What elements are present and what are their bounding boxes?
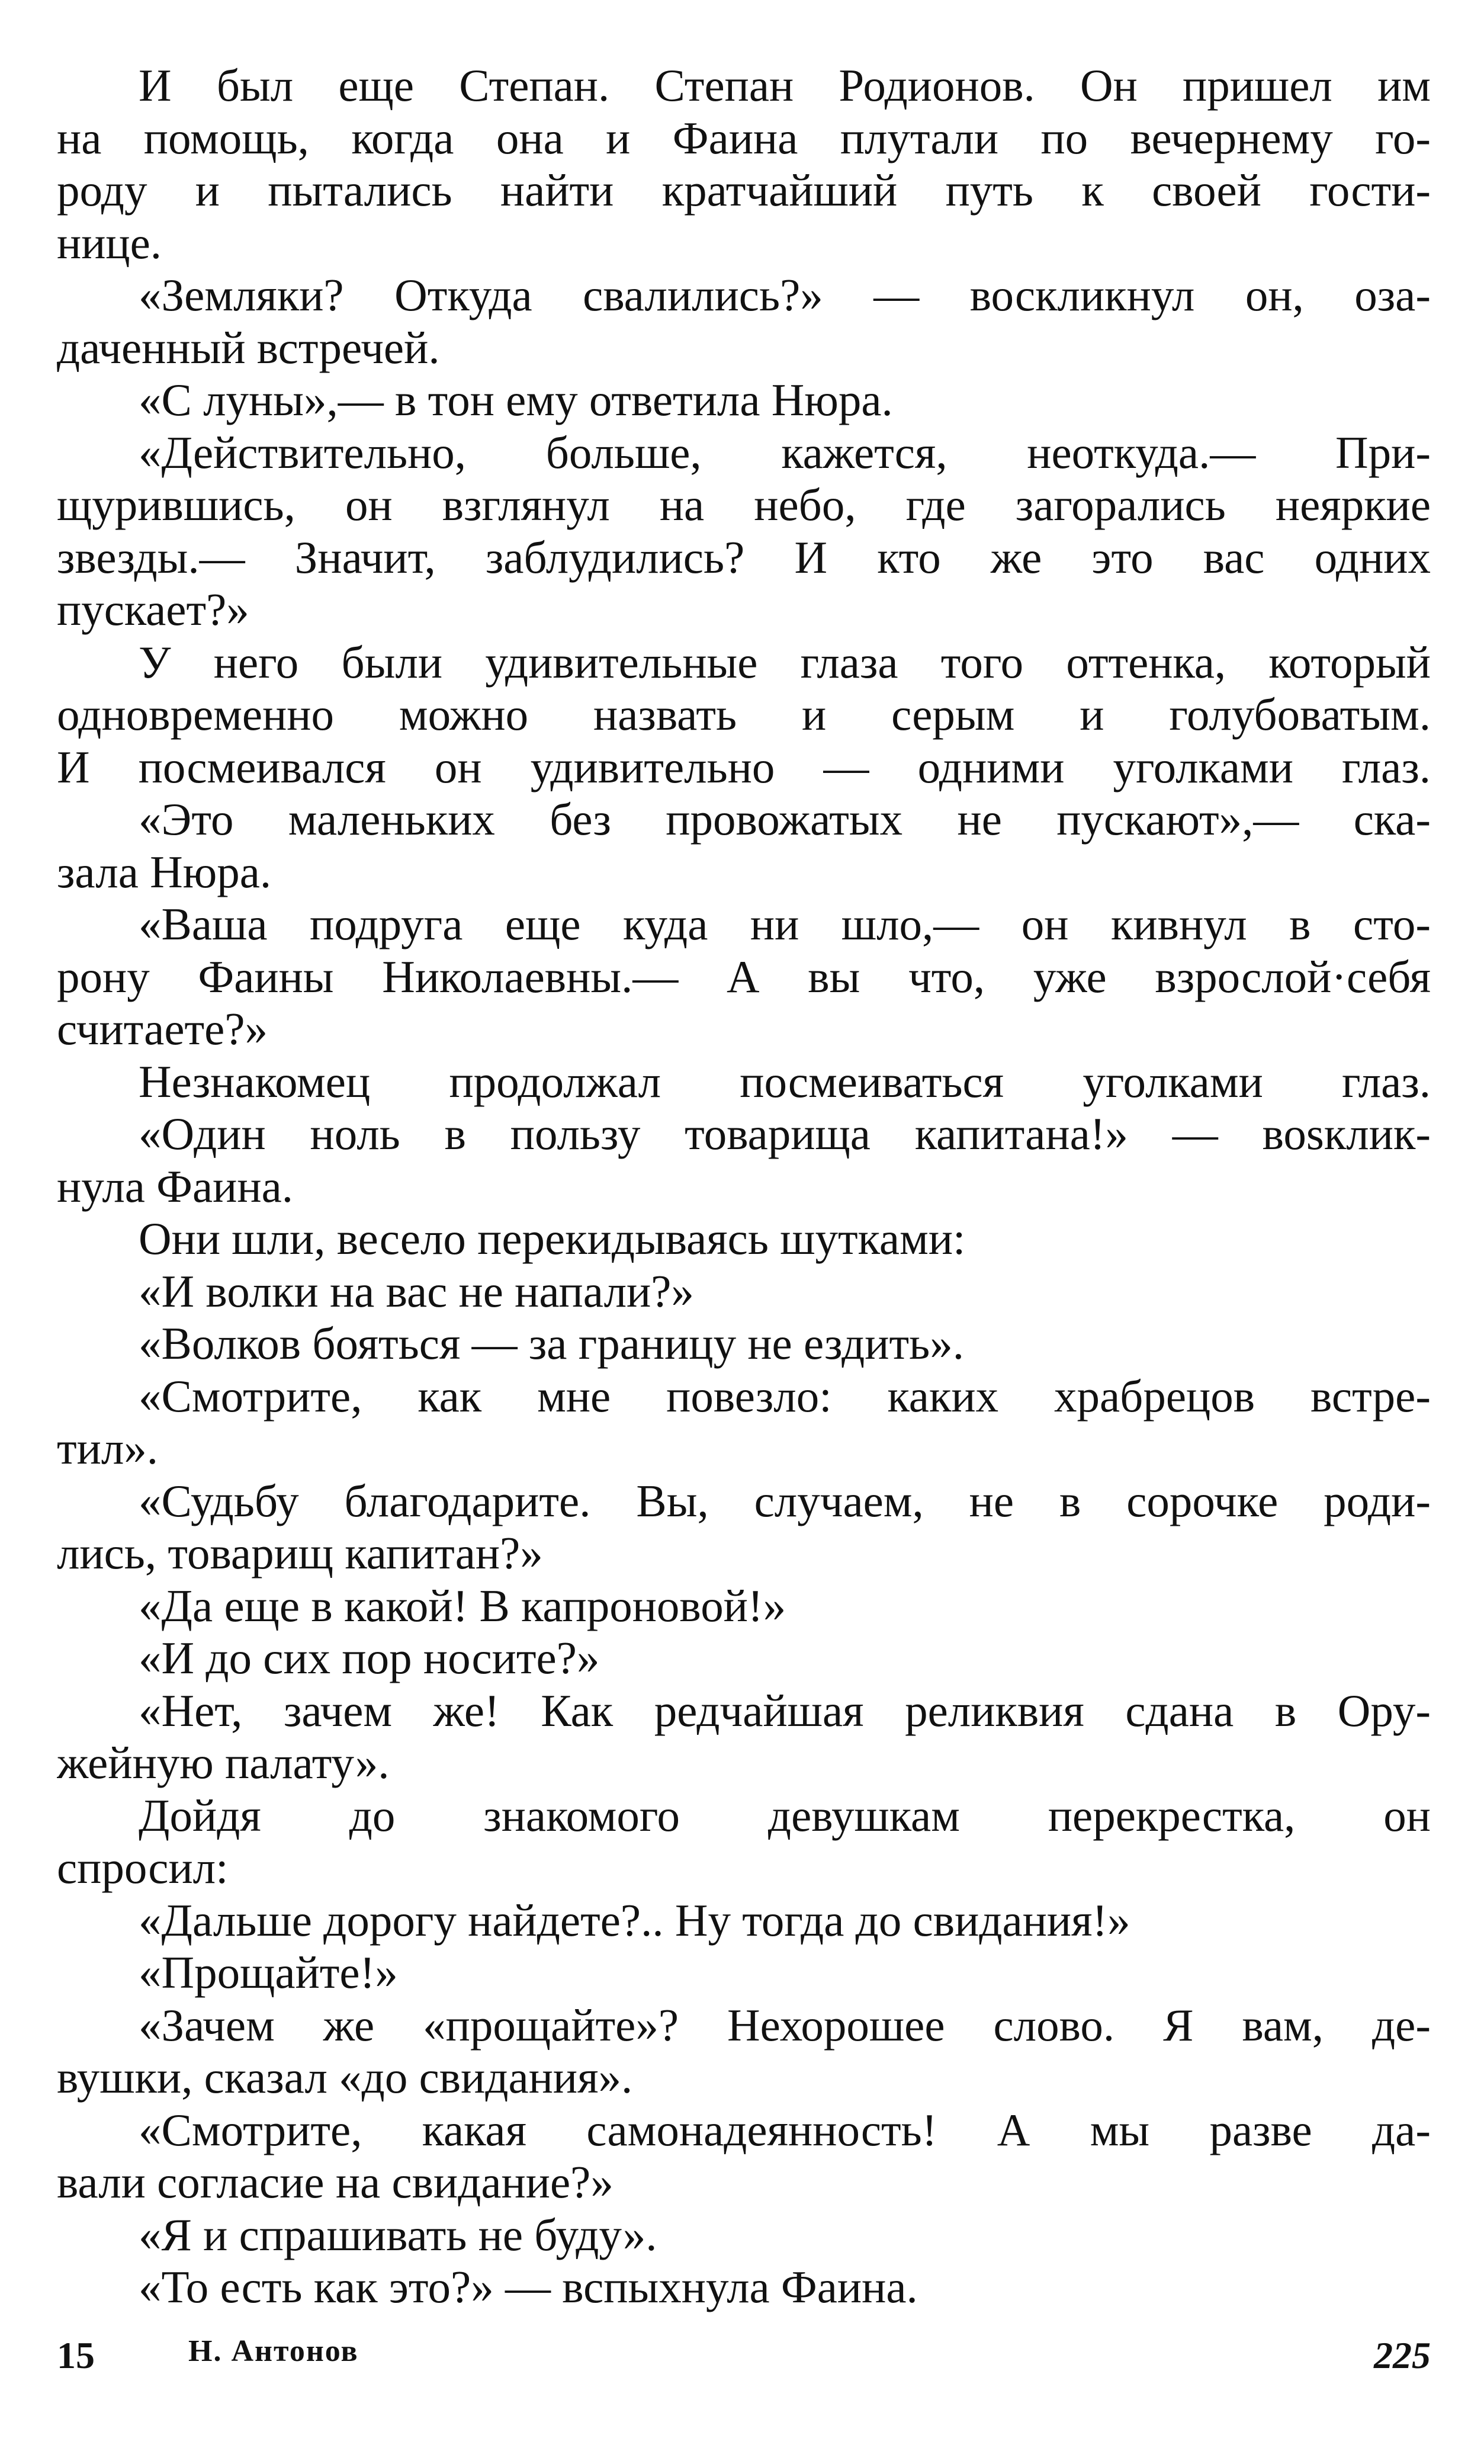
text-line: щурившись, он взглянул на небо, где загорались неяркие — [57, 479, 1431, 530]
text-line: рону Фаины Николаевны.— А вы что, уже взрослой·себя — [57, 951, 1431, 1002]
text-line: «С луны»,— в тон ему ответила Нюра. — [139, 374, 893, 425]
text-line: считаете?» — [57, 1003, 268, 1054]
text-line: «Ваша подруга еще куда ни шло,— он кивнул в сто- — [139, 899, 1431, 949]
text-line: «Это маленьких без провожатых не пускают»,— ска- — [139, 794, 1431, 845]
text-line: «Смотрите, какая самонадеянность! А мы разве да- — [139, 2104, 1431, 2155]
text-line: И был еще Степан. Степан Родионов. Он пришел им — [139, 60, 1431, 111]
author-name: Н. Антонов — [188, 2334, 359, 2368]
text-line: «Смотрите, как мне повезло: каких храбрецов встре- — [139, 1370, 1431, 1422]
text-line: звезды.— Значит, заблудились? И кто же это вас одних — [57, 531, 1431, 583]
text-line: нула Фаина. — [57, 1160, 294, 1212]
text-line: У него были удивительные глаза того оттенка, который — [139, 636, 1431, 688]
text-line: тил». — [57, 1423, 159, 1474]
text-line: одновременно можно назвать и серым и голубоватым. — [57, 689, 1431, 740]
text-line: «Зачем же «прощайте»? Нехорошее слово. Я вам, де- — [139, 1999, 1431, 2051]
text-line: вушки, сказал «до свидания». — [57, 2052, 633, 2103]
text-line: «То есть как это?» — вспыхнула Фаина. — [139, 2261, 918, 2312]
text-line: зала Нюра. — [57, 846, 272, 897]
text-line: «Действительно, больше, кажется, неоткуда.— При- — [139, 426, 1431, 478]
text-line: «Я и спрашивать не буду». — [139, 2209, 657, 2260]
text-line: «Один ноль в пользу товарища капитана!» — воsклик- — [139, 1108, 1431, 1159]
text-line: вали согласие на свидание?» — [57, 2157, 613, 2208]
text-line: «И до сих пор носите?» — [139, 1632, 600, 1683]
text-line: «Земляки? Откуда свалились?» — воскликнул он, оза- — [139, 270, 1431, 320]
text-line: «Судьбу благодарите. Вы, случаем, не в сорочке роди- — [139, 1475, 1431, 1526]
text-line: Дойдя до знакомого девушкам перекрестка, он — [139, 1789, 1431, 1841]
text-line: пускает?» — [57, 584, 249, 635]
text-line: нице. — [57, 217, 162, 268]
text-line: лись, товарищ капитан?» — [57, 1528, 543, 1578]
text-line: «Нет, зачем же! Как редчайшая реликвия сдана в Ору- — [139, 1685, 1431, 1736]
text-line: «Да еще в какой! В капроновой!» — [139, 1580, 786, 1631]
text-line: «Дальше дорогу найдете?.. Ну тогда до свидания!» — [139, 1894, 1130, 1946]
text-line: Незнакомец продолжал посмеиваться уголками глаз. — [139, 1055, 1431, 1107]
body-text — [57, 59, 1431, 2314]
text-line: жейную палату». — [57, 1737, 390, 1788]
text-line: роду и пытались найти кратчайший путь к своей гости- — [57, 165, 1431, 216]
text-line: И посмеивался он удивительно — одними уголками глаз. — [57, 741, 1431, 793]
page-number: 225 — [1374, 2334, 1431, 2376]
text-line: на помощь, когда она и Фаина плутали по вечернему го- — [57, 112, 1431, 163]
page-footer — [57, 2334, 1431, 2387]
text-line: «И волки на вас не напали?» — [139, 1265, 694, 1317]
signature-mark: 15 — [57, 2334, 95, 2376]
text-line: «Прощайте!» — [139, 1947, 398, 1998]
text-line: «Волков бояться — за границу не ездить». — [139, 1318, 965, 1369]
text-line: спросил: — [57, 1842, 229, 1893]
text-line: Они шли, весело перекидываясь шутками: — [139, 1213, 966, 1264]
text-line: даченный встречей. — [57, 322, 440, 373]
